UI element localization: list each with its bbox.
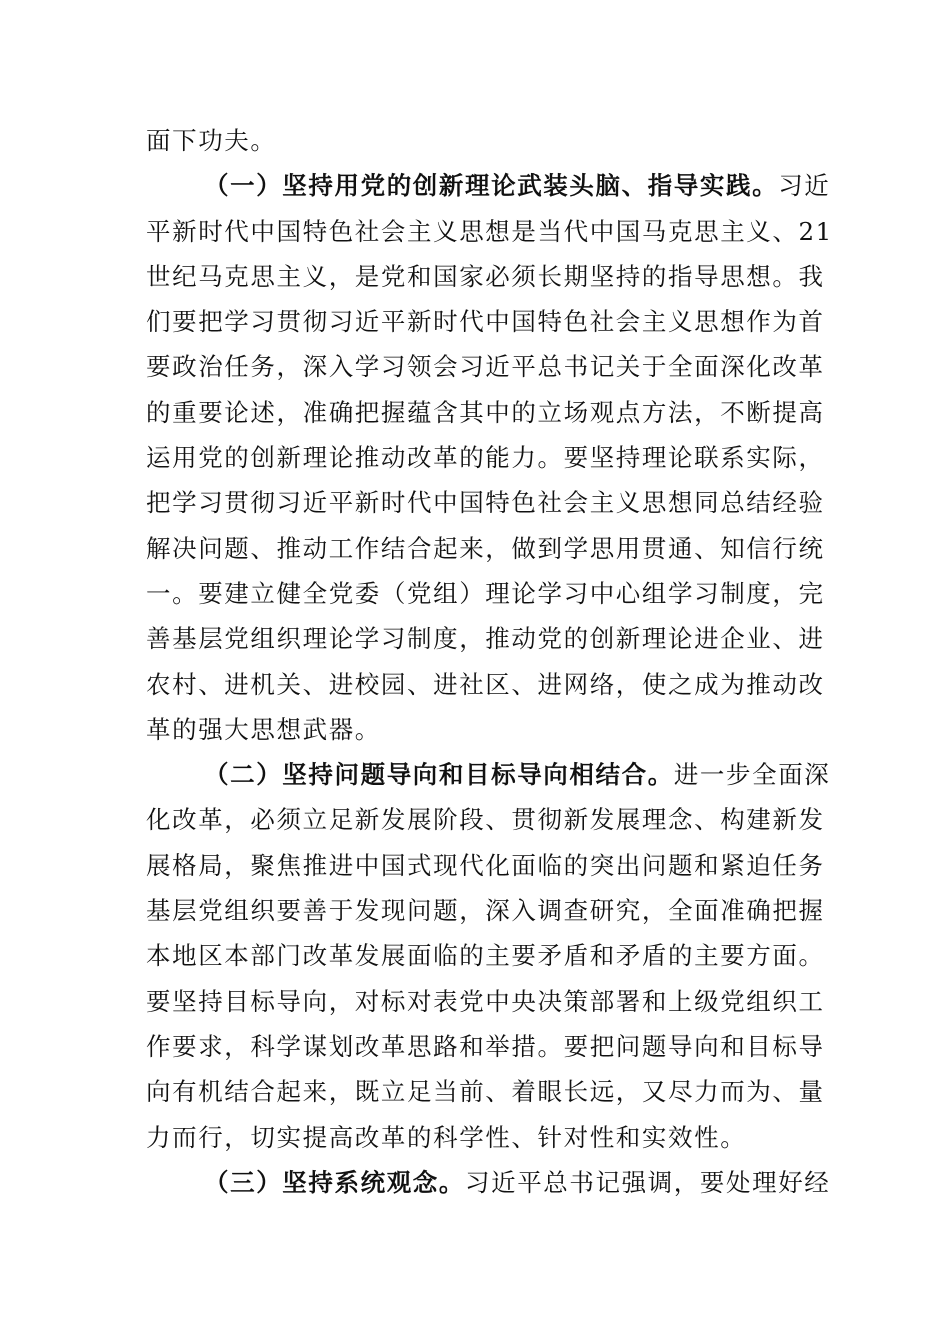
line-text: 进一步全面深 <box>673 760 831 790</box>
text-line <box>146 843 825 888</box>
paragraph-first-line <box>146 163 831 208</box>
text-line <box>146 662 825 707</box>
section-heading: （一）坚持用党的创新理论武装头脑、指导实践。 <box>204 171 779 201</box>
text-line <box>146 344 825 389</box>
text-line <box>146 571 825 616</box>
text-line <box>146 480 825 525</box>
line-text: 力而行，切实提高改革的科学性、针对性和实效性。 <box>146 1122 747 1152</box>
text-line <box>146 797 825 842</box>
line-text: 革的强大思想武器。 <box>146 714 381 744</box>
text-line <box>146 118 808 163</box>
text-line <box>146 254 825 299</box>
text-line <box>146 707 808 752</box>
text-line <box>146 435 825 480</box>
line-text: 把学习贯彻习近平新时代中国特色社会主义思想同总结经验 <box>146 488 825 518</box>
line-text: 一。要建立健全党委（党组）理论学习中心组学习制度，完 <box>146 578 825 608</box>
line-text: 展格局，聚焦推进中国式现代化面临的突出问题和紧迫任务 <box>146 850 825 880</box>
line-text: 基层党组织要善于发现问题，深入调查研究，全面准确把握 <box>146 896 825 926</box>
text-line <box>146 209 833 254</box>
section-heading: （三）坚持系统观念。 <box>204 1167 465 1197</box>
line-text: 习近 <box>778 171 831 201</box>
paragraph-first-line <box>146 752 831 797</box>
line-text: 作要求，科学谋划改革思路和举措。要把问题导向和目标导 <box>146 1031 825 1061</box>
document-body <box>146 118 833 1205</box>
line-text: 世纪马克思主义，是党和国家必须长期坚持的指导思想。我 <box>146 261 825 291</box>
line-text: 农村、进机关、进校园、进社区、进网络，使之成为推动改 <box>146 669 825 699</box>
line-text: 运用党的创新理论推动改革的能力。要坚持理论联系实际， <box>146 443 825 473</box>
text-line <box>146 1024 825 1069</box>
line-text: 面下功夫。 <box>146 126 277 155</box>
text-line <box>146 526 825 571</box>
section-heading: （二）坚持问题导向和目标导向相结合。 <box>204 760 674 790</box>
line-text: 们要把学习贯彻习近平新时代中国特色社会主义思想作为首 <box>146 307 825 337</box>
line-text: 要政治任务，深入学习领会习近平总书记关于全面深化改革 <box>146 352 825 382</box>
text-line <box>146 299 825 344</box>
line-text: 本地区本部门改革发展面临的主要矛盾和矛盾的主要方面。 <box>146 941 825 971</box>
text-line <box>146 888 825 933</box>
line-text: 的重要论述，准确把握蕴含其中的立场观点方法，不断提高 <box>146 397 825 427</box>
line-text: 善基层党组织理论学习制度，推动党的创新理论进企业、进 <box>146 624 825 654</box>
paragraph-first-line <box>146 1160 831 1205</box>
text-line <box>146 1115 808 1160</box>
text-line <box>146 1069 825 1114</box>
line-text: 向有机结合起来，既立足当前、着眼长远，又尽力而为、量 <box>146 1077 825 1107</box>
line-text: 要坚持目标导向，对标对表党中央决策部署和上级党组织工 <box>146 986 825 1016</box>
text-line <box>146 933 825 978</box>
line-text: 习近平总书记强调，要处理好经 <box>465 1167 831 1197</box>
line-text: 平新时代中国特色社会主义思想是当代中国马克思主义、21 <box>146 216 833 246</box>
text-line <box>146 979 825 1024</box>
text-line <box>146 616 825 661</box>
line-text: 化改革，必须立足新发展阶段、贯彻新发展理念、构建新发 <box>146 805 825 835</box>
line-text: 解决问题、推动工作结合起来，做到学思用贯通、知信行统 <box>146 533 825 563</box>
text-line <box>146 390 825 435</box>
